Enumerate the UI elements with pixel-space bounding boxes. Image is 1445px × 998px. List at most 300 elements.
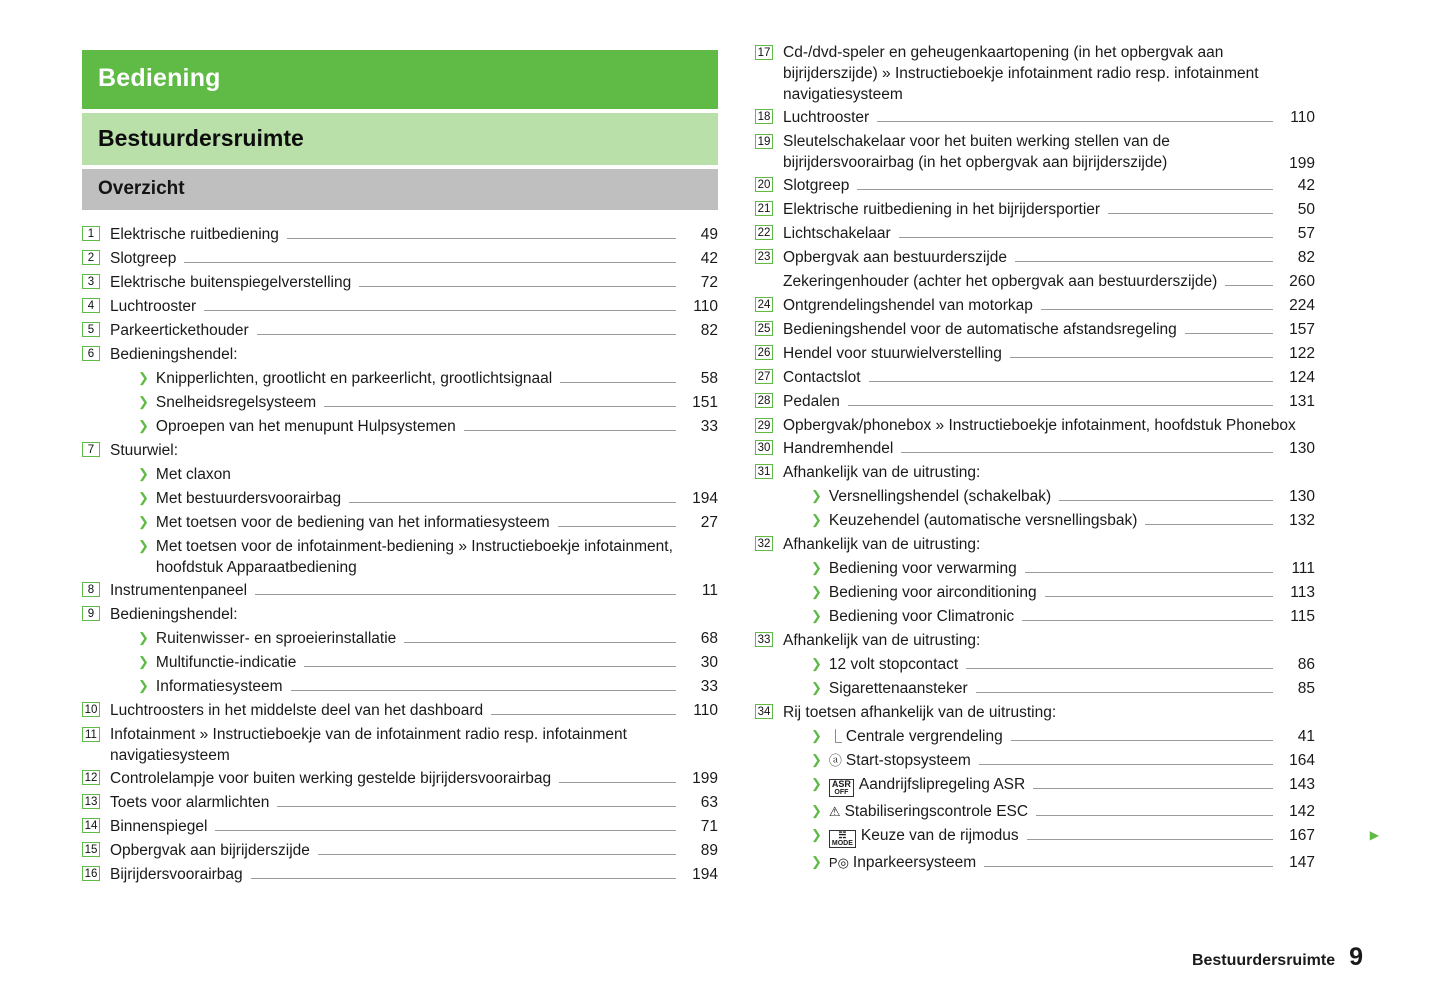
item-page: 110 [693,702,718,719]
item-label: Met claxon [155,466,231,483]
list-item [82,536,718,578]
item-page: 110 [1290,109,1315,126]
item-page: 89 [700,842,718,859]
leader-line [324,406,676,407]
item-page: 131 [1289,393,1315,410]
spacer [783,850,801,865]
item-number: 23 [755,249,773,264]
list-item [82,792,718,814]
item-page: 199 [692,770,718,787]
item-label: Start-stopsysteem [845,752,971,769]
item-label: Snelheidsregelsysteem [155,394,317,411]
leader-line [1185,333,1273,334]
leader-line [277,806,676,807]
item-number: 2 [82,250,100,265]
item-label: Oproepen van het menupunt Hulpsystemen [155,418,456,435]
item-label: Luchtrooster [110,298,197,315]
item-page: 167 [1289,827,1315,844]
spacer [783,724,801,739]
spacer [110,650,128,665]
list-item [755,295,1315,317]
item-label: Elektrische ruitbediening [110,226,279,243]
item-page: 42 [1297,177,1315,194]
chevron-right-icon: ❯ [811,827,822,842]
item-number: 13 [82,794,100,809]
leader-line [1022,620,1273,621]
section-title: Bestuurdersruimte [82,113,718,165]
item-number: 14 [82,818,100,833]
leader-line [1225,285,1273,286]
item-page: 27 [700,514,718,531]
item-page: 260 [1289,273,1315,290]
spacer [783,508,801,523]
chevron-right-icon: ❯ [811,776,822,791]
leader-line [848,405,1273,406]
leader-line [560,382,676,383]
item-label: Elektrische ruitbediening in het bijrijdersportier [783,201,1101,218]
item-label: Versnellingshendel (schakelbak) [828,488,1052,505]
spacer [755,269,773,284]
footer-label: Bestuurdersruimte [1191,952,1336,969]
item-label: Opbergvak/phonebox » Instructieboekje infotainment, hoofdstuk Phonebox [783,417,1296,434]
item-label: Opbergvak aan bestuurderszijde [783,249,1008,266]
spacer [110,539,128,554]
item-page: 82 [1297,249,1315,266]
footer-page-number: 9 [1349,943,1363,971]
leader-line [857,189,1273,190]
item-number: 9 [82,606,100,621]
leader-line [559,782,676,783]
item-page: 142 [1289,803,1315,820]
leader-line [901,452,1273,453]
list-item [82,652,718,674]
item-number: 22 [755,225,773,240]
spacer [783,799,801,814]
item-number: 6 [82,346,100,361]
chevron-right-icon: ❯ [811,584,822,599]
item-label: Bediening voor airconditioning [828,584,1037,601]
item-page: 130 [1289,488,1315,505]
chevron-right-icon: ❯ [138,370,149,385]
item-number: 26 [755,345,773,360]
item-label: Keuze van de rijmodus [860,827,1019,844]
item-page: 143 [1289,776,1315,793]
item-label: Stabiliseringscontrole ESC [844,803,1029,820]
item-label: Ruitenwisser- en sproeierinstallatie [155,630,397,647]
item-page: 115 [1290,608,1315,625]
list-item [755,582,1315,604]
spacer [110,390,128,405]
chevron-right-icon: ❯ [811,752,822,767]
list-item [755,131,1315,173]
list-item [755,678,1315,700]
leader-line [966,668,1273,669]
leader-line [1036,815,1273,816]
spacer [110,674,128,689]
chevron-right-icon: ❯ [811,512,822,527]
spacer [783,604,801,619]
leader-line [404,642,676,643]
item-label: Met bestuurdersvoorairbag [155,490,342,507]
item-page: 82 [700,322,718,339]
chevron-right-icon: ❯ [811,728,822,743]
item-number: 7 [82,442,100,457]
page-title: Bediening [82,50,718,109]
item-page: 147 [1289,854,1315,871]
chevron-right-icon: ❯ [138,394,149,409]
item-page: 194 [692,866,718,883]
item-number: 5 [82,322,100,337]
chevron-right-icon: ❯ [811,854,822,869]
leader-line [1010,357,1273,358]
item-number: 19 [755,134,773,149]
start-stop-icon: ⓐ [828,753,842,768]
park-assist-icon: P◎ [828,855,849,870]
list-item [82,840,718,862]
item-label: Informatiesysteem [155,678,283,695]
list-item [82,392,718,414]
chevron-right-icon: ❯ [138,678,149,693]
list-item [82,272,718,294]
leader-line [318,854,676,855]
chevron-right-icon: ❯ [138,630,149,645]
item-page: 42 [700,250,718,267]
leader-line [1059,500,1273,501]
item-number: 20 [755,177,773,192]
item-number: 34 [755,704,773,719]
item-page: 157 [1289,321,1315,338]
leader-line [1015,261,1273,262]
item-number: 8 [82,582,100,597]
list-item [755,343,1315,365]
list-item [755,223,1315,245]
item-page: 71 [700,818,718,835]
item-label: Elektrische buitenspiegelverstelling [110,274,352,291]
item-number: 4 [82,298,100,313]
leader-line [1145,524,1273,525]
leader-line [984,866,1273,867]
spacer [783,748,801,763]
chevron-right-icon: ❯ [811,488,822,503]
list-item [755,199,1315,221]
chevron-right-icon: ❯ [811,560,822,575]
item-page: 224 [1289,297,1315,314]
item-label: 12 volt stopcontact [828,656,959,673]
chevron-right-icon: ❯ [138,490,149,505]
list-item [755,271,1315,293]
item-label: Afhankelijk van de uitrusting: [783,464,981,481]
list-item [82,816,718,838]
item-label: Controlelampje voor buiten werking gestelde bijrijdersvoorairbag [110,770,552,787]
list-item [82,580,718,602]
item-label: Keuzehendel (automatische versnellingsbak) [828,512,1138,529]
item-number: 17 [755,45,773,60]
spacer [783,580,801,595]
leader-line [287,238,676,239]
list-item [755,606,1315,628]
leader-line [899,237,1273,238]
list-item [755,825,1315,850]
leader-line [1108,213,1273,214]
item-page: 72 [700,274,718,291]
page-footer [1192,943,1363,972]
item-page: 113 [1290,584,1315,601]
list-item [755,630,1315,652]
leader-line [215,830,676,831]
item-page: 132 [1289,512,1315,529]
item-page: 151 [692,394,718,411]
list-item [755,750,1315,772]
item-label: Bedieningshendel: [110,346,238,363]
lock-icon: ⎿ [828,729,842,744]
spacer [110,462,128,477]
list-item [755,319,1315,341]
leader-line [255,594,676,595]
spacer [783,556,801,571]
list-item [755,702,1315,724]
item-number: 21 [755,201,773,216]
list-item [755,247,1315,269]
list-item [755,42,1315,105]
list-item [82,628,718,650]
list-item [82,864,718,886]
list-item [755,438,1315,460]
spacer [783,652,801,667]
item-label: Opbergvak aan bijrijderszijde [110,842,310,859]
spacer [783,676,801,691]
list-item [82,488,718,510]
list-item [755,774,1315,799]
item-label: Slotgreep [110,250,177,267]
right-column [755,42,1315,876]
leader-line [491,714,676,715]
leader-line [1033,788,1273,789]
item-label: Bijrijdersvoorairbag [110,866,243,883]
list-item [755,852,1315,874]
item-number: 25 [755,321,773,336]
item-page: 86 [1297,656,1315,673]
asr-off-icon: ASR OFF [829,779,854,797]
item-page: 122 [1289,345,1315,362]
item-label: Sigarettenaansteker [828,680,968,697]
item-label: Bedieningshendel: [110,606,238,623]
toc-right [755,42,1315,874]
item-number: 30 [755,440,773,455]
list-item [755,415,1315,436]
list-item [755,654,1315,676]
list-item [755,391,1315,413]
spacer [783,772,801,787]
item-label: Slotgreep [783,177,850,194]
item-label: Sleutelschakelaar voor het buiten werking stellen van de bijrijdersvoorairbag (in het opbergvak aan bijrijderszijde) [783,133,1170,171]
item-page: 50 [1297,201,1315,218]
item-number: 16 [82,866,100,881]
item-label: Ontgrendelingshendel van motorkap [783,297,1033,314]
list-item [82,296,718,318]
item-label: Binnenspiegel [110,818,208,835]
item-label: Contactslot [783,369,861,386]
item-label: Infotainment » Instructieboekje van de infotainment radio resp. infotainment navigatiesysteem [110,726,627,764]
item-label: Met toetsen voor de bediening van het informatiesysteem [155,514,550,531]
item-label: Multifunctie-indicatie [155,654,297,671]
leader-line [291,690,676,691]
item-page: 199 [1289,155,1315,172]
leader-line [1011,740,1273,741]
item-page: 194 [692,490,718,507]
leader-line [184,262,676,263]
item-label: Knipperlichten, grootlicht en parkeerlicht, grootlichtsignaal [155,370,553,387]
item-number: 24 [755,297,773,312]
item-page: 68 [700,630,718,647]
leader-line [349,502,676,503]
item-label: Hendel voor stuurwielverstelling [783,345,1002,362]
list-item [755,486,1315,508]
leader-line [976,692,1273,693]
list-item [82,700,718,722]
item-number: 18 [755,109,773,124]
item-label: Rij toetsen afhankelijk van de uitrusting: [783,704,1057,721]
chevron-right-icon: ❯ [811,656,822,671]
list-item [755,534,1315,556]
item-number: 1 [82,226,100,241]
leader-line [204,310,676,311]
left-column [82,50,718,888]
item-label: Toets voor alarmlichten [110,794,270,811]
drive-mode-icon: ☵ MODE [829,830,856,848]
item-page: 41 [1297,728,1315,745]
item-page: 110 [693,298,718,315]
list-item [755,367,1315,389]
esc-icon: ⚠ [828,804,841,819]
chevron-right-icon: ❯ [138,466,149,481]
item-label: Centrale vergrendeling [845,728,1003,745]
continuation-arrow-icon: ▶ [1369,828,1379,842]
list-item [755,558,1315,580]
leader-line [464,430,676,431]
item-number: 33 [755,632,773,647]
spacer [110,366,128,381]
spacer [783,823,801,838]
chevron-right-icon: ❯ [811,608,822,623]
item-label: Zekeringenhouder (achter het opbergvak aan bestuurderszijde) [783,273,1218,290]
spacer [110,486,128,501]
item-label: Bedieningshendel voor de automatische afstandsregeling [783,321,1177,338]
leader-line [359,286,676,287]
item-page: 130 [1289,440,1315,457]
leader-line [257,334,676,335]
item-number: 11 [82,727,100,742]
item-page: 58 [700,370,718,387]
item-number: 28 [755,393,773,408]
item-label: Aandrijfslipregeling ASR [858,776,1026,793]
leader-line [1025,572,1273,573]
list-item [82,768,718,790]
list-item [82,724,718,766]
chevron-right-icon: ❯ [811,680,822,695]
list-item [82,676,718,698]
item-page: 111 [1291,560,1315,577]
leader-line [558,526,676,527]
leader-line [304,666,676,667]
item-label: Parkeertickethouder [110,322,249,339]
chevron-right-icon: ❯ [138,654,149,669]
item-page: 85 [1297,680,1315,697]
item-label: Cd-/dvd-speler en geheugenkaartopening (in het opbergvak aan bijrijderszijde) » Instructieboekje infotainment radio resp. infotainment navigatiesysteem [783,44,1259,103]
subsection-title: Overzicht [82,169,718,210]
item-number: 31 [755,464,773,479]
item-page: 33 [700,418,718,435]
list-item [82,320,718,342]
chevron-right-icon: ❯ [138,514,149,529]
item-label: Inparkeersysteem [852,854,977,871]
list-item [755,107,1315,129]
leader-line [251,878,676,879]
list-item [82,464,718,486]
list-item [755,510,1315,532]
chevron-right-icon: ❯ [138,418,149,433]
item-label: Luchtroosters in het middelste deel van het dashboard [110,702,484,719]
item-number: 10 [82,702,100,717]
item-label: Handremhendel [783,440,894,457]
item-page: 164 [1289,752,1315,769]
item-page: 63 [700,794,718,811]
item-label: Afhankelijk van de uitrusting: [783,536,981,553]
item-number: 12 [82,770,100,785]
leader-line [1027,839,1273,840]
item-number: 32 [755,536,773,551]
list-item [755,801,1315,823]
spacer [110,414,128,429]
list-item [82,368,718,390]
item-label: Instrumentenpaneel [110,582,248,599]
spacer [110,626,128,641]
list-item [755,175,1315,197]
item-number: 27 [755,369,773,384]
item-label: Met toetsen voor de infotainment-bediening » Instructieboekje infotainment, hoofdstuk Apparaatbediening [155,538,673,576]
item-page: 30 [700,654,718,671]
list-item [755,462,1315,484]
item-label: Lichtschakelaar [783,225,891,242]
list-item [82,512,718,534]
item-page: 57 [1297,225,1315,242]
spacer [110,510,128,525]
list-item [82,248,718,270]
item-page: 11 [701,582,718,599]
item-label: Afhankelijk van de uitrusting: [783,632,981,649]
item-label: Bediening voor verwarming [828,560,1017,577]
toc-left [82,224,718,886]
leader-line [979,764,1273,765]
item-number: 3 [82,274,100,289]
list-item [82,416,718,438]
list-item [82,344,718,366]
leader-line [869,381,1273,382]
item-label: Stuurwiel: [110,442,179,459]
chevron-right-icon: ❯ [138,538,149,553]
item-label: Pedalen [783,393,840,410]
item-number: 15 [82,842,100,857]
leader-line [877,121,1273,122]
list-item [82,604,718,626]
item-label: Luchtrooster [783,109,870,126]
list-item [82,440,718,462]
list-item [82,224,718,246]
item-page: 124 [1289,369,1315,386]
item-page: 49 [700,226,718,243]
chevron-right-icon: ❯ [811,803,822,818]
item-page: 33 [700,678,718,695]
item-label: Bediening voor Climatronic [828,608,1015,625]
